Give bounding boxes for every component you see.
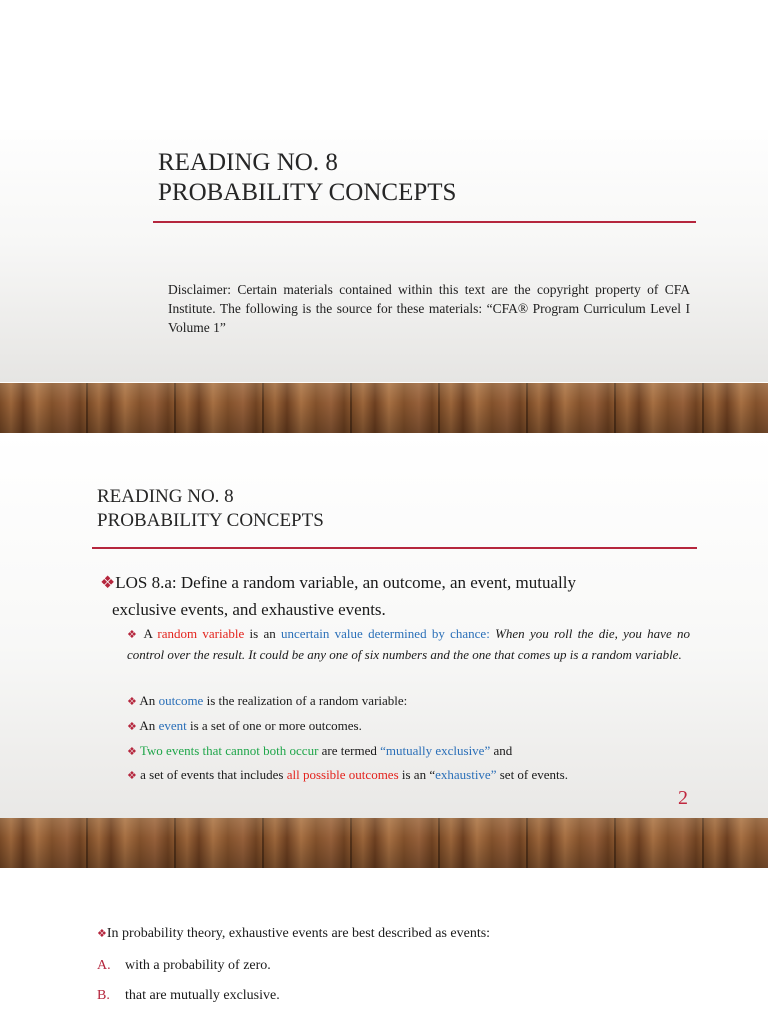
text: is an xyxy=(244,626,282,641)
diamond-bullet-icon: ❖ xyxy=(127,696,137,708)
slide-2-title xyxy=(97,485,324,533)
bullet-exhaustive xyxy=(127,765,690,786)
bullet-event xyxy=(127,716,690,737)
question-text xyxy=(97,924,490,944)
definition-highlight: uncertain value determined by chance: xyxy=(281,626,490,641)
option-text: that are mutually exclusive. xyxy=(125,988,280,1003)
question-stem: In probability theory, exhaustive events are best described as events: xyxy=(106,926,491,941)
term-mutually-exclusive: “mutually exclusive” xyxy=(380,743,491,758)
diamond-bullet-icon: ❖ xyxy=(127,770,137,782)
bullet-mutually-exclusive xyxy=(127,741,690,762)
term-all-possible-outcomes: all possible outcomes xyxy=(286,767,399,782)
text: is a set of one or more outcomes. xyxy=(186,718,362,733)
los-line-1: LOS 8.a: Define a random variable, an outcome, an event, mutually xyxy=(115,573,576,592)
diamond-bullet-icon: ❖ xyxy=(127,629,139,641)
text: set of events. xyxy=(496,767,568,782)
los-line-2: exclusive events, and exhaustive events. xyxy=(112,600,386,619)
bullet-outcome xyxy=(127,691,690,712)
answer-option-a xyxy=(97,956,271,976)
title-divider xyxy=(153,221,696,223)
text: a set of events that includes xyxy=(140,767,287,782)
slide-2-title-line-1: READING NO. 8 xyxy=(97,486,234,507)
slide-2 xyxy=(0,433,768,818)
text: is an “ xyxy=(398,767,436,782)
term-two-events: Two events that cannot both occur xyxy=(139,743,319,758)
title-divider xyxy=(92,547,697,549)
bullet-random-variable xyxy=(127,624,690,665)
los-statement xyxy=(100,569,690,623)
term-outcome: outcome xyxy=(158,693,204,708)
diamond-bullet-icon: ❖ xyxy=(97,928,107,940)
slide-1-title-line-2: PROBABILITY CONCEPTS xyxy=(158,179,457,206)
text: and xyxy=(490,743,513,758)
term-event: event xyxy=(158,718,187,733)
page-number: 2 xyxy=(678,787,688,809)
option-text: with a probability of zero. xyxy=(125,958,271,973)
text: A xyxy=(143,626,158,641)
diamond-bullet-icon: ❖ xyxy=(127,721,137,733)
example-text: When you roll the die, you have no control over the result. It could be any one of six numbers and the one that comes up is a random variable. xyxy=(127,626,690,662)
text: are termed xyxy=(318,743,381,758)
text: is the realization of a random variable: xyxy=(203,693,408,708)
term-exhaustive: exhaustive” xyxy=(435,767,497,782)
text: An xyxy=(139,718,159,733)
term-random-variable: random variable xyxy=(157,626,245,641)
disclaimer-text: Disclaimer: Certain materials contained within this text are the copyright property of CFA Institute. The following is the source for these materials: “CFA® Program Curriculum Level I Volume 1” xyxy=(168,282,690,335)
option-letter: A. xyxy=(97,958,111,973)
diamond-bullet-icon: ❖ xyxy=(100,573,116,592)
answer-option-b xyxy=(97,986,280,1006)
option-letter: B. xyxy=(97,988,110,1003)
wood-floor-divider xyxy=(0,383,768,433)
slide-1-title xyxy=(158,148,456,208)
slide-1-title-line-1: READING NO. 8 xyxy=(158,149,338,176)
text: An xyxy=(139,693,159,708)
slide-1 xyxy=(0,130,768,382)
diamond-bullet-icon: ❖ xyxy=(127,746,137,758)
wood-floor-divider xyxy=(0,818,768,868)
slide-2-title-line-2: PROBABILITY CONCEPTS xyxy=(97,510,324,531)
